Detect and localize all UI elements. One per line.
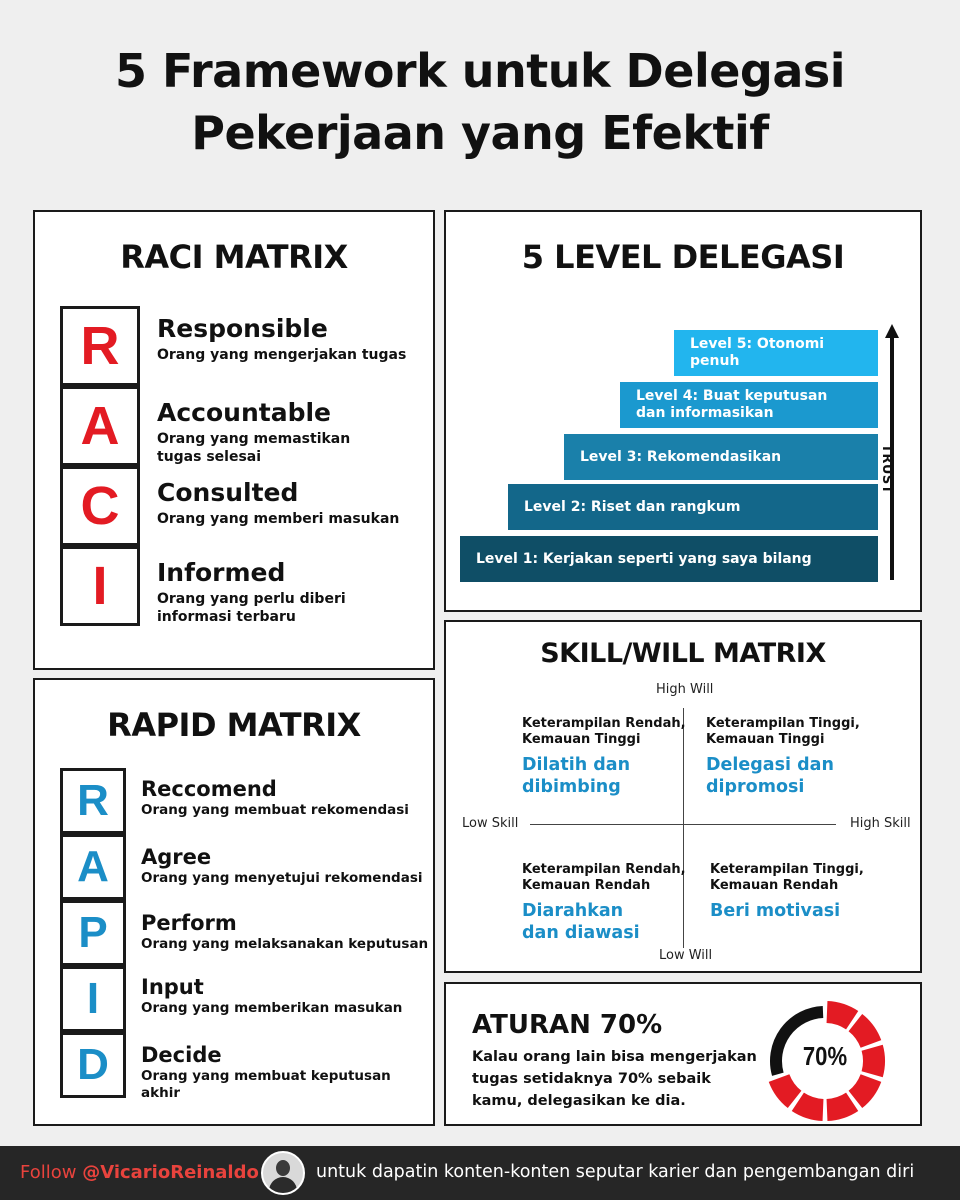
skill-will-matrix-panel: [444, 620, 922, 973]
rapid-letter-d: D: [60, 1032, 126, 1098]
low-will-label: Low Will: [659, 948, 713, 963]
rapid-item-reccomend: [141, 776, 431, 819]
level-4-bar: Level 4: Buat keputusan dan informasikan: [620, 382, 878, 428]
raci-letter-a: A: [60, 386, 140, 466]
follow-label: Follow: [20, 1162, 77, 1183]
gauge-filled-segment: [855, 1078, 871, 1099]
rapid-item-desc: Orang yang membuat rekomendasi: [141, 802, 409, 818]
rapid-letter-p: P: [60, 900, 126, 966]
raci-item-informed: [157, 558, 427, 626]
raci-item-name: Informed: [157, 558, 286, 587]
raci-item-name: Consulted: [157, 478, 299, 507]
gauge-filled-segment: [827, 1012, 852, 1020]
rapid-item-agree: [141, 844, 431, 887]
trust-label: TRUST: [879, 444, 894, 495]
rapid-title: RAPID MATRIX: [107, 706, 361, 744]
rapid-item-name: Reccomend: [141, 777, 277, 801]
raci-item-desc: Orang yang memastikan tugas selesai: [157, 431, 351, 465]
level-5-bar: Level 5: Otonomi penuh: [674, 330, 878, 376]
raci-item-consulted: [157, 478, 427, 528]
raci-item-name: Accountable: [157, 398, 331, 427]
avatar-body-shape: [269, 1177, 297, 1195]
rapid-letter-i: I: [60, 966, 126, 1032]
page-title-line-2: Pekerjaan yang Efektif: [191, 106, 769, 160]
quadrant-action: Diarahkan dan diawasi: [522, 901, 640, 943]
raci-title: RACI MATRIX: [120, 238, 348, 276]
raci-item-name: Responsible: [157, 314, 328, 343]
gauge-filled-segment: [827, 1102, 852, 1110]
quadrant-action: Dilatih dan dibimbing: [522, 755, 631, 797]
rule-70-text: Kalau orang lain bisa mengerjakan tugas setidaknya 70% sebaik kamu, delegasikan ke dia.: [472, 1049, 757, 1109]
page-title: [0, 40, 960, 164]
rapid-item-desc: Orang yang menyetujui rekomendasi: [141, 870, 423, 886]
rapid-item-name: Perform: [141, 911, 237, 935]
rapid-matrix-panel: [33, 678, 435, 1126]
low-skill-label: Low Skill: [462, 816, 519, 831]
rapid-item-desc: Orang yang memberikan masukan: [141, 1000, 403, 1016]
rapid-item-perform: [141, 910, 431, 953]
level-3-bar: Level 3: Rekomendasikan: [564, 434, 878, 480]
quadrant-low-skill-high-will: [522, 716, 692, 798]
raci-item-responsible: [157, 314, 427, 364]
quadrant-sub: Keterampilan Rendah, Kemauan Rendah: [522, 862, 686, 893]
raci-item-accountable: [157, 398, 427, 466]
delegation-levels-panel: [444, 210, 922, 612]
quadrant-sub: Keterampilan Tinggi, Kemauan Tinggi: [706, 716, 860, 747]
rapid-letter-r: R: [60, 768, 126, 834]
raci-item-desc: Orang yang mengerjakan tugas: [157, 347, 407, 363]
quadrant-sub: Keterampilan Tinggi, Kemauan Rendah: [710, 862, 864, 893]
footer-bar: [0, 1146, 960, 1200]
quadrant-high-skill-low-will: [710, 862, 880, 922]
raci-letter-c: C: [60, 466, 140, 546]
quadrant-low-skill-low-will: [522, 862, 692, 944]
rapid-item-desc: Orang yang membuat keputusan akhir: [141, 1068, 391, 1101]
raci-item-desc: Orang yang memberi masukan: [157, 511, 400, 527]
avatar[interactable]: [261, 1151, 305, 1195]
levels-title: 5 LEVEL DELEGASI: [521, 238, 845, 276]
footer-text: untuk dapatin konten-konten seputar karier dan pengembangan diri: [316, 1162, 915, 1182]
author-handle-link[interactable]: @VicarioReinaldo: [82, 1162, 259, 1183]
rapid-letter-a: A: [60, 834, 126, 900]
level-1-bar: Level 1: Kerjakan seperti yang saya bilang: [460, 536, 878, 582]
skill-will-title: SKILL/WILL MATRIX: [540, 638, 826, 669]
follow-text: [20, 1162, 259, 1183]
raci-matrix-panel: [33, 210, 435, 670]
high-skill-label: High Skill: [850, 816, 911, 831]
rapid-item-desc: Orang yang melaksanakan keputusan: [141, 936, 429, 952]
rapid-item-name: Input: [141, 975, 204, 999]
quadrant-action: Delegasi dan dipromosi: [706, 755, 834, 797]
avatar-head-shape: [276, 1160, 290, 1176]
rapid-item-decide: [141, 1042, 431, 1102]
quadrant-sub: Keterampilan Rendah, Kemauan Tinggi: [522, 716, 686, 747]
raci-item-desc: Orang yang perlu diberi informasi terbaru: [157, 591, 346, 625]
rule-70-panel: [444, 982, 922, 1126]
rapid-item-input: [141, 974, 431, 1017]
raci-letter-i: I: [60, 546, 140, 626]
gauge-filled-segment: [798, 1102, 823, 1110]
gauge-filled-segment: [779, 1078, 795, 1099]
rule-70-title: ATURAN 70%: [472, 1010, 663, 1040]
rapid-item-name: Agree: [141, 845, 212, 869]
rapid-item-name: Decide: [141, 1043, 222, 1067]
gauge-label: 70%: [802, 1041, 848, 1071]
raci-letter-r: R: [60, 306, 140, 386]
high-will-label: High Will: [656, 682, 714, 697]
quadrant-action: Beri motivasi: [710, 901, 841, 921]
level-2-bar: Level 2: Riset dan rangkum: [508, 484, 878, 530]
page-title-line-1: 5 Framework untuk Delegasi: [114, 44, 846, 98]
quadrant-high-skill-high-will: [706, 716, 876, 798]
